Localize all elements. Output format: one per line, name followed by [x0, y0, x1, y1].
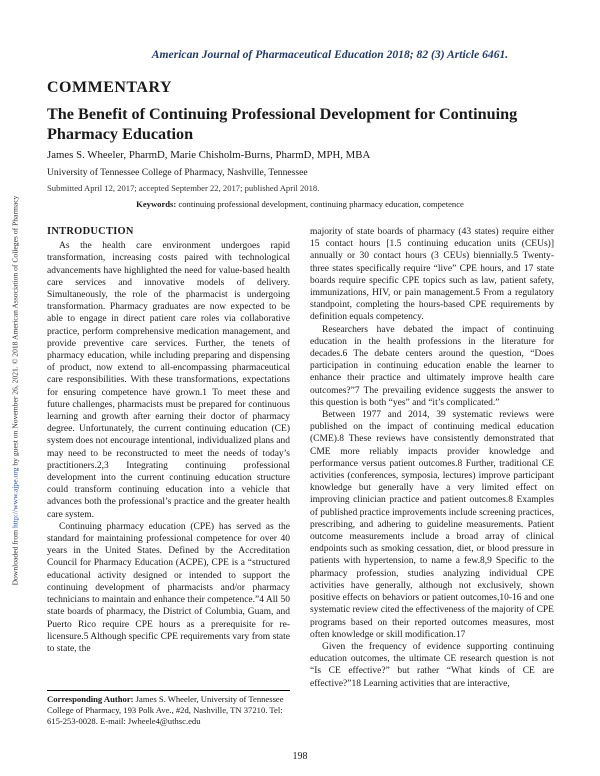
- ajpe-link[interactable]: http://www.ajpe.org: [10, 467, 20, 529]
- corresponding-author-label: Corresponding Author:: [47, 694, 134, 704]
- section-label: COMMENTARY: [47, 79, 173, 96]
- journal-header: American Journal of Pharmaceutical Education 2018; 82 (3) Article 6461.: [151, 48, 509, 61]
- paragraph: As the health care environment undergoes rapid transformation, increasing costs paired with technological advancements have highlighted the need for value-based health care services and innovative models of delivery. Simultaneously, the role of the pharmacist is undergoing transformation. Pharmacy graduates are now expected to be able to engage in direct patient care roles via collaborative practice, perform comprehensive medication management, and provide preventive care services. Further, the tenets of pharmacy education, while including preparing and dispensing of product, now extend to all-encompassing pharmaceutical care responsibilities. With these transformations, expectations for ensuring competence have grown.1 To meet these and future challenges, pharmacists must be prepared for continuous learning and growth after earning their doctor of pharmacy degree. Unfortunately, the current continuing education (CE) system does not encourage intentional, individualized plans and may need to be reconstructed to meet the needs of today’s practitioners.2,3 Integrating continuing professional development into the current continuing education structure could transform continuing education into a vehicle that advances both the professional’s practice and the greater health care system.: [47, 241, 290, 520]
- right-column: [310, 226, 554, 690]
- page-number: 198: [292, 751, 308, 762]
- paragraph: Researchers have debated the impact of continuing education in the health professions in the literature for decades.6 The debate centers around the question, “Does participation in continuing education enable the learner to enhance their practice and ultimately improve health care outcomes?”7 The prevailing evidence suggests the answer to this question is both “yes” and “it’s complicated.”: [310, 324, 554, 408]
- left-column: [47, 226, 290, 655]
- keywords: [0, 199, 600, 209]
- download-notice: [11, 186, 20, 596]
- publication-dates: Submitted April 12, 2017; accepted September 22, 2017; published April 2018.: [47, 183, 320, 193]
- author-list: James S. Wheeler, PharmD, Marie Chisholm-Burns, PharmD, MPH, MBA: [47, 149, 371, 161]
- footnote-divider: [47, 690, 290, 691]
- paragraph: Given the frequency of evidence supporting continuing education outcomes, the ultimate CE research question is not “Is CE effective?” but rather “What kinds of CE are effective?”18 Learning activities that are interactive,: [310, 641, 554, 689]
- section-heading: INTRODUCTION: [47, 226, 134, 237]
- keywords-text: continuing professional development, continuing pharmacy education, competence: [178, 199, 464, 209]
- download-notice-pre: Downloaded from: [10, 529, 20, 586]
- article-title: The Benefit of Continuing Professional Development for Continuing Pharmacy Education: [47, 105, 518, 143]
- paragraph: majority of state boards of pharmacy (43 states) require either 15 contact hours [1.5 continuing education units (CEUs)] annually or 30 contact hours (3 CEUs) biennially.5 Twenty-three states specifically require “live” CPE hours, and 17 state boards require specific CPE topics such as law, patient safety, immunizations, HIV, or pain management.5 From a regulatory standpoint, completing the hours-based CPE requirements by definition equals competency.: [310, 227, 554, 323]
- affiliation: University of Tennessee College of Pharmacy, Nashville, Tennessee: [47, 167, 308, 178]
- download-notice-post: by guest on November 26, 2021. © 2018 American Association of Colleges of Pharmacy: [10, 195, 20, 466]
- corresponding-author: [47, 694, 290, 728]
- paragraph: Between 1977 and 2014, 39 systematic reviews were published on the impact of continuing medical education (CME).8 These reviews have consistently demonstrated that CME more reliably impacts provider knowledge and performance versus patient outcomes.8 Further, traditional CE activities (conferences, symposia, lectures) improve participant knowledge but generally have a very limited effect on improving clinician practice and patient outcomes.8 Examples of published practice improvements include screening practices, prescribing, and adhering to guideline measurements. Patient outcome measurements include a broad array of clinical endpoints such as smoking cessation, diet, or blood pressure in patients with hypertension, to name a few.8,9 Specific to the pharmacy profession, studies analyzing individual CPE activities have generally, although not exclusively, shown positive effects on behaviors or patient outcomes,10-16 and one systematic review cited the effectiveness of the majority of CPE programs based on their reported outcomes measures, most often knowledge or skill modification.17: [310, 410, 555, 640]
- corresponding-author-text: James S. Wheeler, University of Tennessee College of Pharmacy, 193 Polk Ave., #2d, Nashville, TN 37210. Tel: 615-253-0028. E-mail: Jwheele4@uthsc.edu: [47, 694, 284, 727]
- paragraph: Continuing pharmacy education (CPE) has served as the standard for maintaining professional competence for over 40 years in the United States. Defined by the Accreditation Council for Pharmacy Education (ACPE), CPE is a “structured educational activity designed or intended to support the continuing development of pharmacists and/or pharmacy technicians to maintain and enhance their competence.”4 All 50 state boards of pharmacy, the District of Columbia, Guam, and Puerto Rico require CPE hours as a prerequisite for re-licensure.5 Although specific CPE requirements vary from state to state, the: [47, 521, 290, 654]
- keywords-label: Keywords:: [136, 199, 177, 209]
